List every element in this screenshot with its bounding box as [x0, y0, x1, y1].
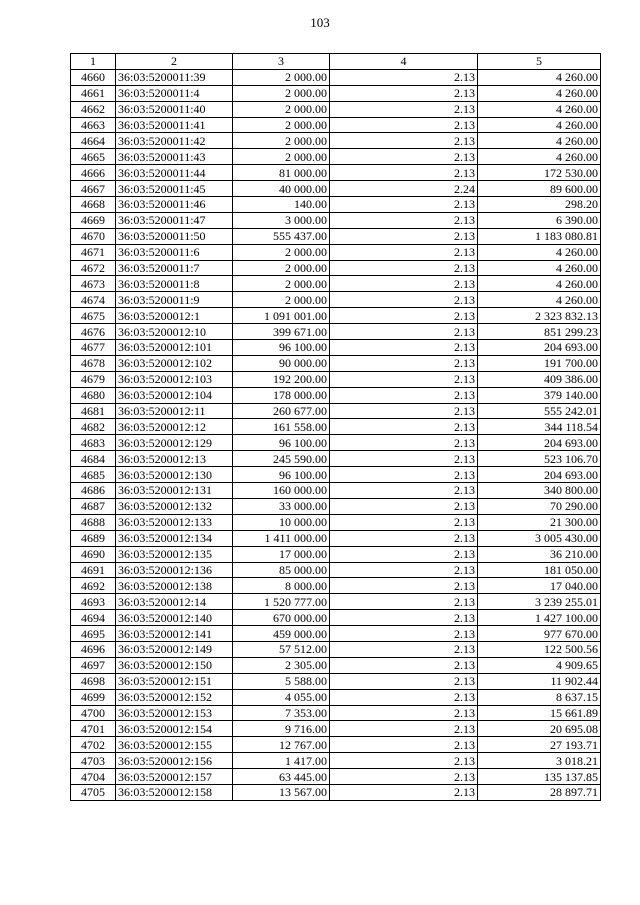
- area-value-cell: 2 000.00: [233, 117, 330, 133]
- table-row: [71, 657, 601, 673]
- area-value-cell: 2 305.00: [233, 657, 330, 673]
- cadastral-number-cell: 36:03:5200011:39: [116, 69, 233, 85]
- total-value-cell: 36 210.00: [478, 546, 601, 562]
- header-col-4: 4: [330, 54, 478, 70]
- cadastral-number-cell: 36:03:5200011:4: [116, 85, 233, 101]
- table-row: [71, 737, 601, 753]
- row-number-cell: 4697: [71, 657, 116, 673]
- cadastral-number-cell: 36:03:5200011:43: [116, 149, 233, 165]
- total-value-cell: 3 005 430.00: [478, 530, 601, 546]
- rate-value-cell: 2.13: [330, 657, 478, 673]
- cadastral-number-cell: 36:03:5200012:103: [116, 371, 233, 387]
- row-number-cell: 4692: [71, 578, 116, 594]
- area-value-cell: 1 520 777.00: [233, 594, 330, 610]
- cadastral-number-cell: 36:03:5200012:130: [116, 467, 233, 483]
- rate-value-cell: 2.13: [330, 101, 478, 117]
- table-row: [71, 451, 601, 467]
- rate-value-cell: 2.13: [330, 467, 478, 483]
- table-row: [71, 355, 601, 371]
- cadastral-number-cell: 36:03:5200011:8: [116, 276, 233, 292]
- cadastral-number-cell: 36:03:5200012:131: [116, 483, 233, 499]
- area-value-cell: 12 767.00: [233, 737, 330, 753]
- header-col-1: 1: [71, 54, 116, 70]
- rate-value-cell: 2.13: [330, 324, 478, 340]
- rate-value-cell: 2.13: [330, 753, 478, 769]
- area-value-cell: 2 000.00: [233, 292, 330, 308]
- table-row: [71, 197, 601, 213]
- row-number-cell: 4684: [71, 451, 116, 467]
- row-number-cell: 4681: [71, 403, 116, 419]
- table-row: [71, 292, 601, 308]
- table-row: [71, 133, 601, 149]
- page-number: 103: [310, 15, 330, 30]
- row-number-cell: 4667: [71, 181, 116, 197]
- cadastral-number-cell: 36:03:5200011:46: [116, 197, 233, 213]
- area-value-cell: 7 353.00: [233, 705, 330, 721]
- cadastral-number-cell: 36:03:5200012:1: [116, 308, 233, 324]
- total-value-cell: 204 693.00: [478, 467, 601, 483]
- cadastral-number-cell: 36:03:5200011:40: [116, 101, 233, 117]
- area-value-cell: 2 000.00: [233, 69, 330, 85]
- table-row: [71, 467, 601, 483]
- total-value-cell: 135 137.85: [478, 769, 601, 785]
- row-number-cell: 4682: [71, 419, 116, 435]
- row-number-cell: 4679: [71, 371, 116, 387]
- row-number-cell: 4678: [71, 355, 116, 371]
- row-number-cell: 4676: [71, 324, 116, 340]
- table-row: [71, 689, 601, 705]
- table-row: [71, 403, 601, 419]
- table-row: [71, 419, 601, 435]
- row-number-cell: 4664: [71, 133, 116, 149]
- cadastral-number-cell: 36:03:5200012:135: [116, 546, 233, 562]
- total-value-cell: 15 661.89: [478, 705, 601, 721]
- total-value-cell: 11 902.44: [478, 673, 601, 689]
- cadastral-number-cell: 36:03:5200012:158: [116, 784, 233, 800]
- area-value-cell: 2 000.00: [233, 133, 330, 149]
- rate-value-cell: 2.13: [330, 228, 478, 244]
- table-row: [71, 514, 601, 530]
- area-value-cell: 260 677.00: [233, 403, 330, 419]
- cadastral-number-cell: 36:03:5200012:152: [116, 689, 233, 705]
- rate-value-cell: 2.13: [330, 769, 478, 785]
- cadastral-number-cell: 36:03:5200012:133: [116, 514, 233, 530]
- table-row: [71, 530, 601, 546]
- table-row: [71, 276, 601, 292]
- row-number-cell: 4704: [71, 769, 116, 785]
- area-value-cell: 17 000.00: [233, 546, 330, 562]
- row-number-cell: 4677: [71, 340, 116, 356]
- total-value-cell: 555 242.01: [478, 403, 601, 419]
- rate-value-cell: 2.13: [330, 355, 478, 371]
- row-number-cell: 4673: [71, 276, 116, 292]
- rate-value-cell: 2.13: [330, 562, 478, 578]
- total-value-cell: 851 299.23: [478, 324, 601, 340]
- rate-value-cell: 2.13: [330, 435, 478, 451]
- total-value-cell: 28 897.71: [478, 784, 601, 800]
- row-number-cell: 4685: [71, 467, 116, 483]
- rate-value-cell: 2.13: [330, 514, 478, 530]
- table-row: [71, 594, 601, 610]
- rate-value-cell: 2.13: [330, 689, 478, 705]
- table-row: [71, 371, 601, 387]
- cadastral-number-cell: 36:03:5200011:50: [116, 228, 233, 244]
- row-number-cell: 4688: [71, 514, 116, 530]
- row-number-cell: 4666: [71, 165, 116, 181]
- cadastral-number-cell: 36:03:5200012:151: [116, 673, 233, 689]
- table-row: [71, 610, 601, 626]
- rate-value-cell: 2.13: [330, 85, 478, 101]
- rate-value-cell: 2.13: [330, 244, 478, 260]
- area-value-cell: 8 000.00: [233, 578, 330, 594]
- table-row: [71, 721, 601, 737]
- area-value-cell: 160 000.00: [233, 483, 330, 499]
- area-value-cell: 245 590.00: [233, 451, 330, 467]
- cadastral-number-cell: 36:03:5200012:104: [116, 387, 233, 403]
- cadastral-number-cell: 36:03:5200012:155: [116, 737, 233, 753]
- rate-value-cell: 2.24: [330, 181, 478, 197]
- table-row: [71, 562, 601, 578]
- rate-value-cell: 2.13: [330, 546, 478, 562]
- area-value-cell: 40 000.00: [233, 181, 330, 197]
- cadastral-number-cell: 36:03:5200011:9: [116, 292, 233, 308]
- area-value-cell: 2 000.00: [233, 244, 330, 260]
- rate-value-cell: 2.13: [330, 149, 478, 165]
- row-number-cell: 4699: [71, 689, 116, 705]
- row-number-cell: 4686: [71, 483, 116, 499]
- rate-value-cell: 2.13: [330, 530, 478, 546]
- row-number-cell: 4696: [71, 641, 116, 657]
- area-value-cell: 459 000.00: [233, 626, 330, 642]
- total-value-cell: 4 909.65: [478, 657, 601, 673]
- table-row: [71, 769, 601, 785]
- cadastral-number-cell: 36:03:5200012:138: [116, 578, 233, 594]
- rate-value-cell: 2.13: [330, 483, 478, 499]
- cadastral-number-cell: 36:03:5200012:10: [116, 324, 233, 340]
- row-number-cell: 4702: [71, 737, 116, 753]
- row-number-cell: 4675: [71, 308, 116, 324]
- total-value-cell: 4 260.00: [478, 292, 601, 308]
- area-value-cell: 4 055.00: [233, 689, 330, 705]
- cadastral-number-cell: 36:03:5200012:141: [116, 626, 233, 642]
- cadastral-number-cell: 36:03:5200012:157: [116, 769, 233, 785]
- total-value-cell: 379 140.00: [478, 387, 601, 403]
- area-value-cell: 555 437.00: [233, 228, 330, 244]
- area-value-cell: 140.00: [233, 197, 330, 213]
- rate-value-cell: 2.13: [330, 419, 478, 435]
- total-value-cell: 344 118.54: [478, 419, 601, 435]
- area-value-cell: 3 000.00: [233, 212, 330, 228]
- row-number-cell: 4690: [71, 546, 116, 562]
- table-row: [71, 101, 601, 117]
- rate-value-cell: 2.13: [330, 784, 478, 800]
- table-row: [71, 387, 601, 403]
- row-number-cell: 4703: [71, 753, 116, 769]
- table-row: [71, 212, 601, 228]
- row-number-cell: 4660: [71, 69, 116, 85]
- rate-value-cell: 2.13: [330, 276, 478, 292]
- rate-value-cell: 2.13: [330, 308, 478, 324]
- total-value-cell: 27 193.71: [478, 737, 601, 753]
- area-value-cell: 33 000.00: [233, 498, 330, 514]
- total-value-cell: 4 260.00: [478, 133, 601, 149]
- row-number-cell: 4694: [71, 610, 116, 626]
- total-value-cell: 4 260.00: [478, 69, 601, 85]
- cadastral-number-cell: 36:03:5200012:153: [116, 705, 233, 721]
- row-number-cell: 4695: [71, 626, 116, 642]
- header-col-3: 3: [233, 54, 330, 70]
- rate-value-cell: 2.13: [330, 721, 478, 737]
- total-value-cell: 4 260.00: [478, 276, 601, 292]
- area-value-cell: 5 588.00: [233, 673, 330, 689]
- rate-value-cell: 2.13: [330, 673, 478, 689]
- area-value-cell: 192 200.00: [233, 371, 330, 387]
- cadastral-number-cell: 36:03:5200011:6: [116, 244, 233, 260]
- rate-value-cell: 2.13: [330, 133, 478, 149]
- rate-value-cell: 2.13: [330, 451, 478, 467]
- cadastral-number-cell: 36:03:5200012:129: [116, 435, 233, 451]
- row-number-cell: 4705: [71, 784, 116, 800]
- row-number-cell: 4672: [71, 260, 116, 276]
- cadastral-number-cell: 36:03:5200012:134: [116, 530, 233, 546]
- row-number-cell: 4671: [71, 244, 116, 260]
- total-value-cell: 4 260.00: [478, 244, 601, 260]
- rate-value-cell: 2.13: [330, 610, 478, 626]
- rate-value-cell: 2.13: [330, 705, 478, 721]
- row-number-cell: 4687: [71, 498, 116, 514]
- table-row: [71, 626, 601, 642]
- area-value-cell: 161 558.00: [233, 419, 330, 435]
- total-value-cell: 3 239 255.01: [478, 594, 601, 610]
- cadastral-number-cell: 36:03:5200012:154: [116, 721, 233, 737]
- table-row: [71, 340, 601, 356]
- rate-value-cell: 2.13: [330, 594, 478, 610]
- rate-value-cell: 2.13: [330, 197, 478, 213]
- area-value-cell: 2 000.00: [233, 149, 330, 165]
- rate-value-cell: 2.13: [330, 371, 478, 387]
- area-value-cell: 1 417.00: [233, 753, 330, 769]
- table-row: [71, 117, 601, 133]
- area-value-cell: 10 000.00: [233, 514, 330, 530]
- table-row: [71, 69, 601, 85]
- cadastral-number-cell: 36:03:5200012:13: [116, 451, 233, 467]
- row-number-cell: 4665: [71, 149, 116, 165]
- total-value-cell: 1 427 100.00: [478, 610, 601, 626]
- table-row: [71, 228, 601, 244]
- total-value-cell: 977 670.00: [478, 626, 601, 642]
- rate-value-cell: 2.13: [330, 340, 478, 356]
- row-number-cell: 4683: [71, 435, 116, 451]
- rate-value-cell: 2.13: [330, 260, 478, 276]
- table-row: [71, 181, 601, 197]
- area-value-cell: 2 000.00: [233, 276, 330, 292]
- cadastral-number-cell: 36:03:5200012:136: [116, 562, 233, 578]
- area-value-cell: 399 671.00: [233, 324, 330, 340]
- cadastral-number-cell: 36:03:5200012:150: [116, 657, 233, 673]
- row-number-cell: 4663: [71, 117, 116, 133]
- total-value-cell: 8 637.15: [478, 689, 601, 705]
- total-value-cell: 1 183 080.81: [478, 228, 601, 244]
- table-row: [71, 85, 601, 101]
- area-value-cell: 96 100.00: [233, 467, 330, 483]
- cadastral-number-cell: 36:03:5200011:41: [116, 117, 233, 133]
- total-value-cell: 6 390.00: [478, 212, 601, 228]
- total-value-cell: 4 260.00: [478, 101, 601, 117]
- table-body: [71, 69, 601, 800]
- total-value-cell: 70 290.00: [478, 498, 601, 514]
- area-value-cell: 63 445.00: [233, 769, 330, 785]
- row-number-cell: 4700: [71, 705, 116, 721]
- row-number-cell: 4662: [71, 101, 116, 117]
- total-value-cell: 3 018.21: [478, 753, 601, 769]
- total-value-cell: 17 040.00: [478, 578, 601, 594]
- row-number-cell: 4668: [71, 197, 116, 213]
- rate-value-cell: 2.13: [330, 498, 478, 514]
- row-number-cell: 4661: [71, 85, 116, 101]
- rate-value-cell: 2.13: [330, 292, 478, 308]
- table-row: [71, 435, 601, 451]
- area-value-cell: 2 000.00: [233, 260, 330, 276]
- total-value-cell: 523 106.70: [478, 451, 601, 467]
- table-row: [71, 498, 601, 514]
- total-value-cell: 409 386.00: [478, 371, 601, 387]
- total-value-cell: 191 700.00: [478, 355, 601, 371]
- table-row: [71, 483, 601, 499]
- area-value-cell: 1 091 001.00: [233, 308, 330, 324]
- table-row: [71, 753, 601, 769]
- rate-value-cell: 2.13: [330, 737, 478, 753]
- cadastral-number-cell: 36:03:5200012:14: [116, 594, 233, 610]
- cadastral-number-cell: 36:03:5200011:7: [116, 260, 233, 276]
- table-row: [71, 784, 601, 800]
- area-value-cell: 13 567.00: [233, 784, 330, 800]
- rate-value-cell: 2.13: [330, 212, 478, 228]
- rate-value-cell: 2.13: [330, 117, 478, 133]
- row-number-cell: 4698: [71, 673, 116, 689]
- cadastral-number-cell: 36:03:5200012:132: [116, 498, 233, 514]
- total-value-cell: 340 800.00: [478, 483, 601, 499]
- table-row: [71, 578, 601, 594]
- area-value-cell: 9 716.00: [233, 721, 330, 737]
- total-value-cell: 4 260.00: [478, 149, 601, 165]
- area-value-cell: 2 000.00: [233, 85, 330, 101]
- rate-value-cell: 2.13: [330, 165, 478, 181]
- area-value-cell: 96 100.00: [233, 435, 330, 451]
- table-row: [71, 546, 601, 562]
- header-col-5: 5: [478, 54, 601, 70]
- total-value-cell: 20 695.08: [478, 721, 601, 737]
- row-number-cell: 4701: [71, 721, 116, 737]
- row-number-cell: 4669: [71, 212, 116, 228]
- table-row: [71, 244, 601, 260]
- cadastral-number-cell: 36:03:5200011:47: [116, 212, 233, 228]
- cadastral-number-cell: 36:03:5200012:12: [116, 419, 233, 435]
- row-number-cell: 4680: [71, 387, 116, 403]
- cadastral-number-cell: 36:03:5200012:11: [116, 403, 233, 419]
- row-number-cell: 4670: [71, 228, 116, 244]
- table-row: [71, 641, 601, 657]
- total-value-cell: 181 050.00: [478, 562, 601, 578]
- area-value-cell: 1 411 000.00: [233, 530, 330, 546]
- row-number-cell: 4693: [71, 594, 116, 610]
- cadastral-number-cell: 36:03:5200011:42: [116, 133, 233, 149]
- total-value-cell: 298.20: [478, 197, 601, 213]
- total-value-cell: 204 693.00: [478, 435, 601, 451]
- table-row: [71, 308, 601, 324]
- table-row: [71, 165, 601, 181]
- area-value-cell: 178 000.00: [233, 387, 330, 403]
- row-number-cell: 4689: [71, 530, 116, 546]
- area-value-cell: 85 000.00: [233, 562, 330, 578]
- total-value-cell: 122 500.56: [478, 641, 601, 657]
- table-row: [71, 705, 601, 721]
- data-table: [70, 53, 601, 801]
- rate-value-cell: 2.13: [330, 641, 478, 657]
- total-value-cell: 4 260.00: [478, 85, 601, 101]
- table-row: [71, 673, 601, 689]
- total-value-cell: 4 260.00: [478, 260, 601, 276]
- total-value-cell: 21 300.00: [478, 514, 601, 530]
- total-value-cell: 172 530.00: [478, 165, 601, 181]
- header-col-2: 2: [116, 54, 233, 70]
- rate-value-cell: 2.13: [330, 387, 478, 403]
- cadastral-number-cell: 36:03:5200012:149: [116, 641, 233, 657]
- total-value-cell: 204 693.00: [478, 340, 601, 356]
- total-value-cell: 2 323 832.13: [478, 308, 601, 324]
- cadastral-number-cell: 36:03:5200012:101: [116, 340, 233, 356]
- area-value-cell: 90 000.00: [233, 355, 330, 371]
- area-value-cell: 2 000.00: [233, 101, 330, 117]
- total-value-cell: 89 600.00: [478, 181, 601, 197]
- area-value-cell: 57 512.00: [233, 641, 330, 657]
- area-value-cell: 96 100.00: [233, 340, 330, 356]
- row-number-cell: 4691: [71, 562, 116, 578]
- header-row: [71, 54, 601, 70]
- area-value-cell: 81 000.00: [233, 165, 330, 181]
- table-row: [71, 149, 601, 165]
- rate-value-cell: 2.13: [330, 578, 478, 594]
- table-row: [71, 324, 601, 340]
- row-number-cell: 4674: [71, 292, 116, 308]
- cadastral-number-cell: 36:03:5200012:102: [116, 355, 233, 371]
- rate-value-cell: 2.13: [330, 69, 478, 85]
- cadastral-number-cell: 36:03:5200011:44: [116, 165, 233, 181]
- area-value-cell: 670 000.00: [233, 610, 330, 626]
- cadastral-number-cell: 36:03:5200011:45: [116, 181, 233, 197]
- table-row: [71, 260, 601, 276]
- cadastral-number-cell: 36:03:5200012:156: [116, 753, 233, 769]
- rate-value-cell: 2.13: [330, 403, 478, 419]
- rate-value-cell: 2.13: [330, 626, 478, 642]
- cadastral-number-cell: 36:03:5200012:140: [116, 610, 233, 626]
- total-value-cell: 4 260.00: [478, 117, 601, 133]
